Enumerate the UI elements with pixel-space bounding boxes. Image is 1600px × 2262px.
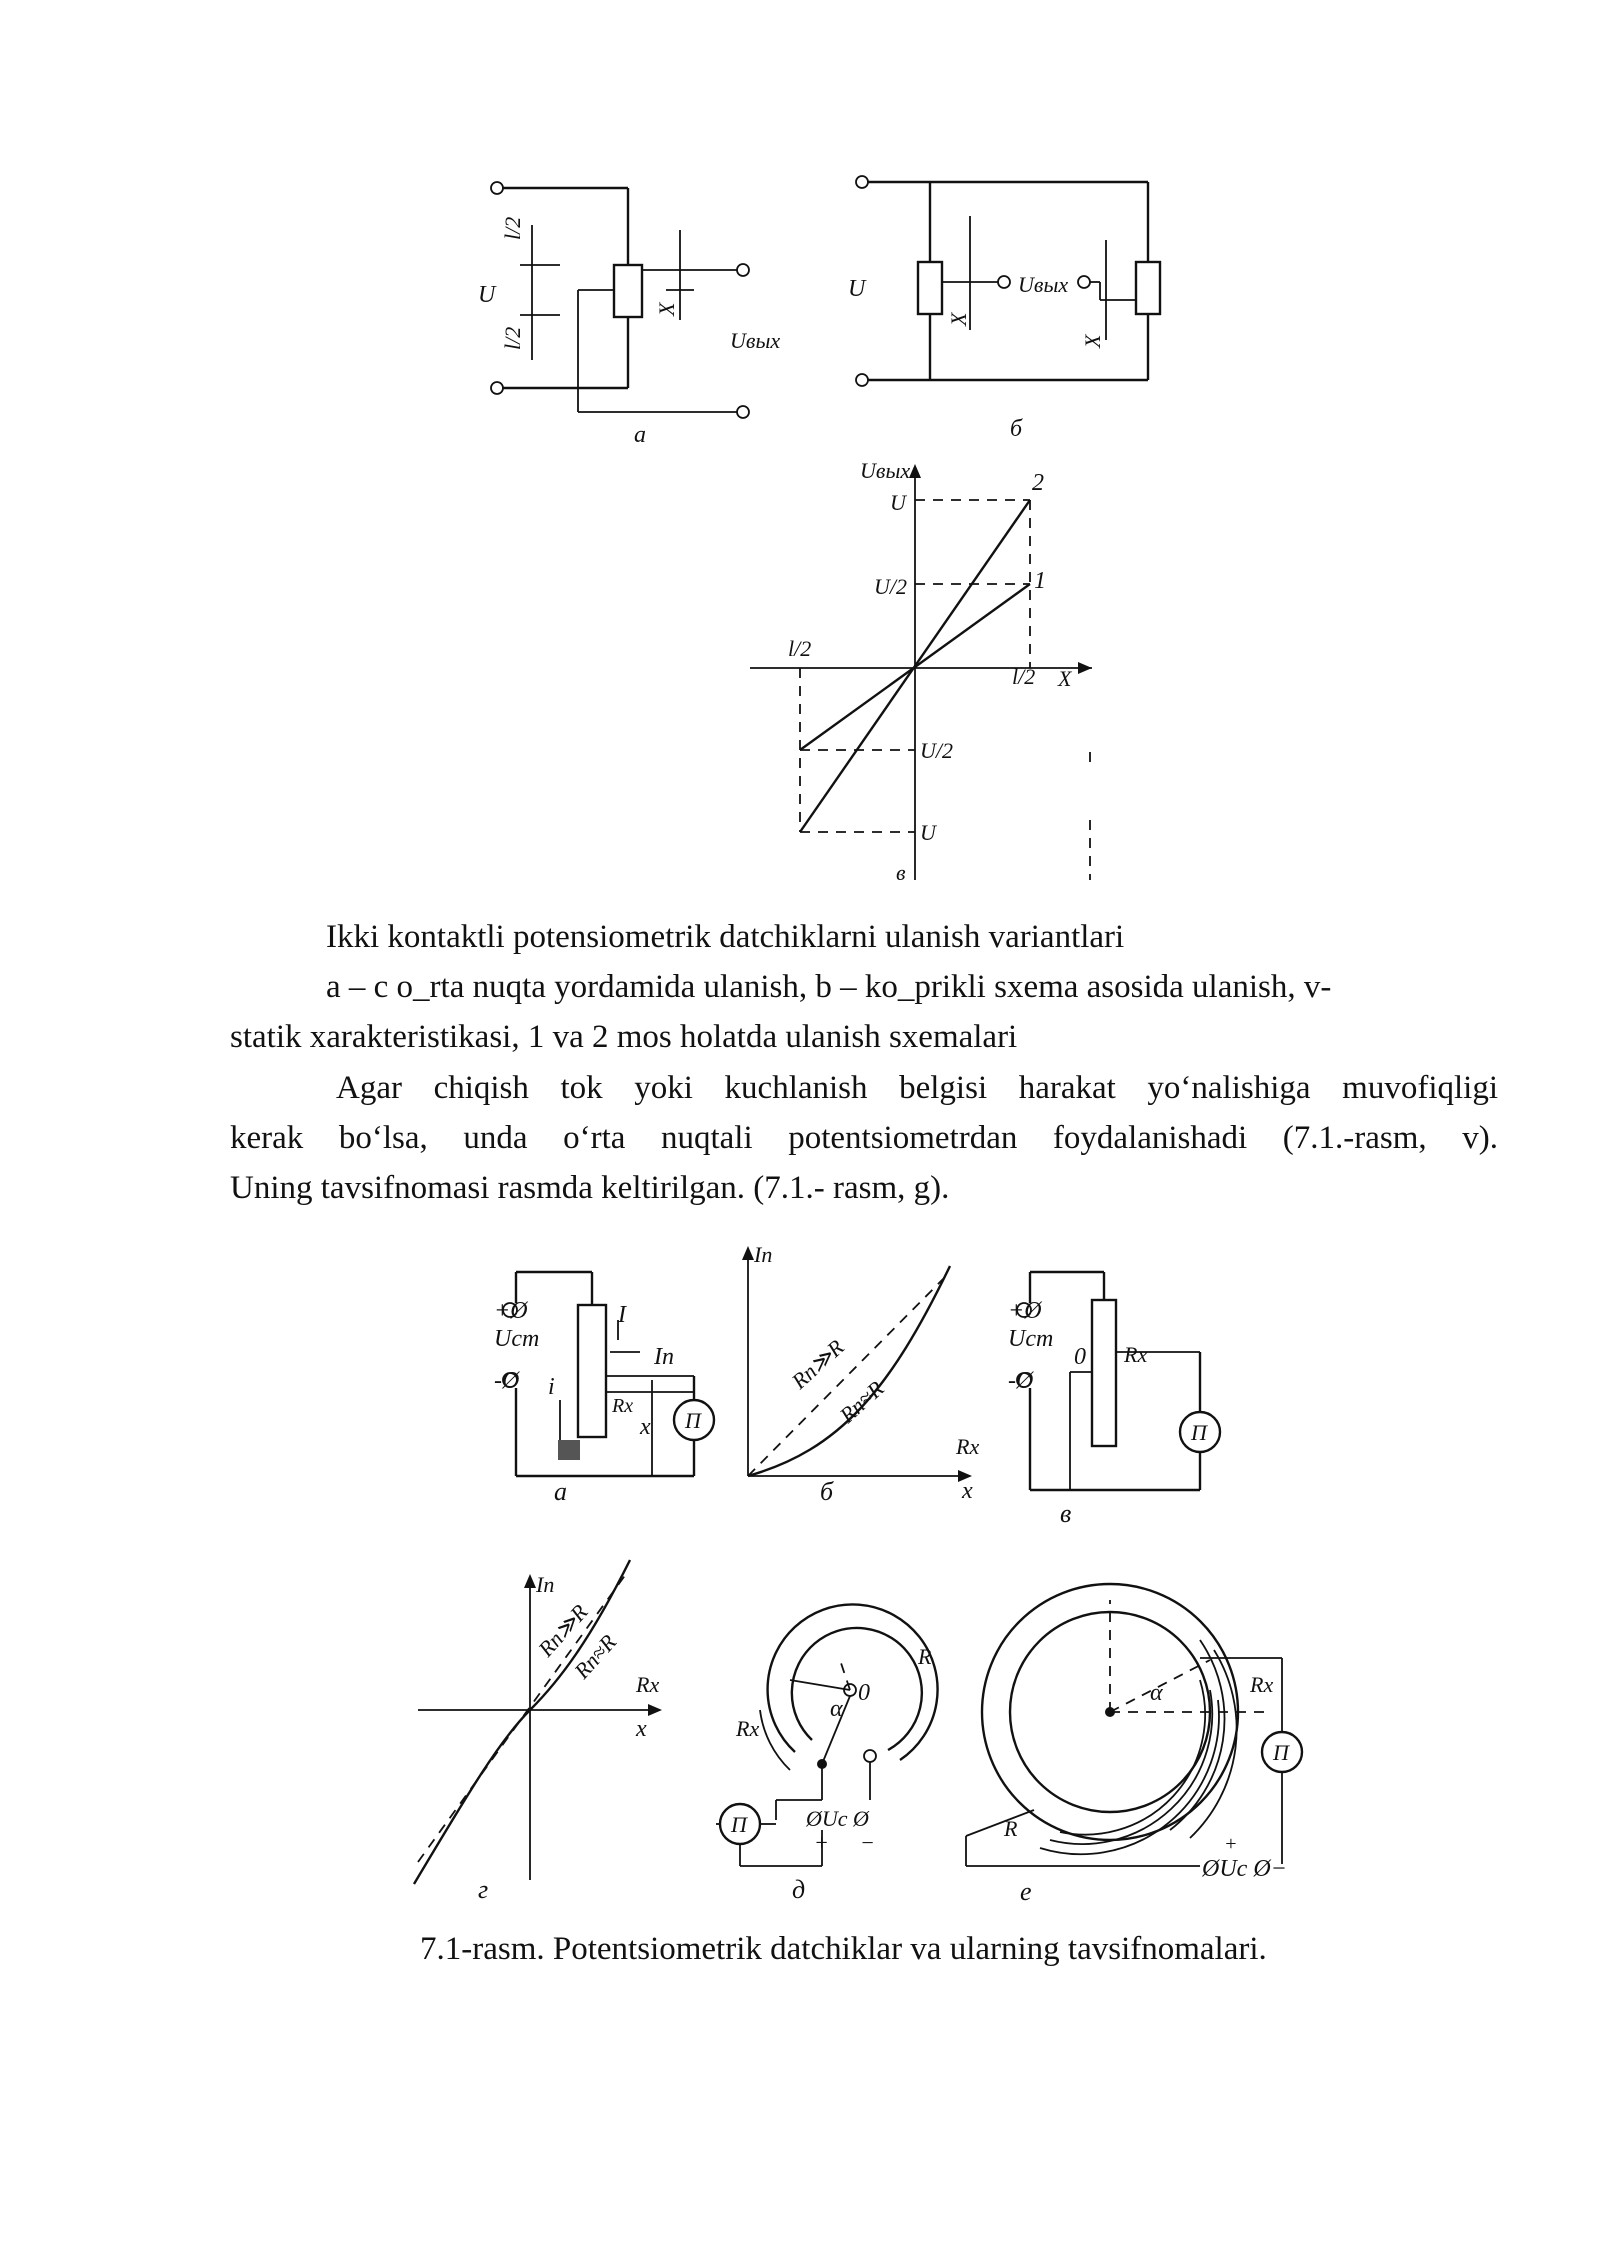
v-label-X: X [1058, 666, 1072, 691]
b-curve2: Rп≈R [834, 1375, 889, 1428]
a-minus: -Ø [494, 1368, 520, 1394]
b-label-X2: X [1080, 334, 1105, 348]
e-meter: П [1273, 1740, 1289, 1765]
a-label-l2-top: l/2 [500, 216, 525, 240]
v-label-1: 1 [1034, 568, 1046, 594]
a-i: i [548, 1374, 555, 1400]
figure-caption-line2: a – с o_rta nuqta yordamida ulanish, b – ko_prikli sxema asosida ulanish, v- [326, 969, 1332, 1005]
sensor-a [503, 1272, 714, 1476]
a-label-X: X [654, 302, 679, 316]
a-caption: а [554, 1477, 567, 1506]
figure-bottom-sensors [0, 1220, 1600, 1920]
e-alpha: α [1150, 1680, 1163, 1706]
v-caption: в [1060, 1499, 1072, 1528]
e-caption: е [1020, 1877, 1032, 1906]
g-curve1: Rп≫R [533, 1599, 593, 1662]
g-caption: г [478, 1875, 489, 1904]
main-figure-caption: 7.1-rasm. Potentsiometrik datchiklar va ularning tavsifnomalari. [420, 1931, 1267, 1967]
a-In: Iп [654, 1344, 674, 1370]
a-x: x [640, 1414, 651, 1440]
v-label-Uout: Uвых [860, 458, 911, 483]
g-Rx: Rx [636, 1672, 660, 1697]
d-zero: 0 [858, 1680, 870, 1706]
paragraph-line2: kerak bo‘lsa, unda o‘rta nuqtali potentsiometrdan foydalanishadi (7.1.-rasm, v). [230, 1120, 1498, 1156]
a-caption: а [634, 422, 646, 448]
d-caption: д [792, 1875, 806, 1904]
graph-g [414, 1560, 662, 1884]
a-meter: П [685, 1408, 701, 1433]
v-label-U2-neg: U/2 [920, 738, 953, 763]
b-label-Uout: Uвых [1018, 272, 1069, 297]
v-caption: в [896, 860, 906, 885]
v-ust: Uст [1008, 1326, 1054, 1352]
d-R: R [918, 1644, 932, 1669]
d-alpha: α [830, 1696, 843, 1722]
d-meter: П [731, 1812, 747, 1837]
graph-v [750, 464, 1092, 880]
e-Rx: Rx [1250, 1672, 1274, 1697]
figure-top-circuits [0, 0, 1600, 900]
paragraph-line1: Agar chiqish tok yoki kuchlanish belgisi harakat yo‘nalishiga muvofiqligi [336, 1070, 1498, 1106]
figure-caption-line3: statik xarakteristikasi, 1 va 2 mos holatda ulanish sxemalari [230, 1019, 1018, 1055]
b-Rx: Rx [956, 1434, 980, 1459]
b-caption: б [1010, 416, 1023, 442]
v-label-l2-right: l/2 [1012, 664, 1036, 689]
a-label-U: U [478, 282, 496, 308]
figure-caption-heading: Ikki kontaktli potensiometrik datchiklarni ulanish variantlari [326, 919, 1125, 955]
v-label-l2-left: l/2 [788, 636, 812, 661]
g-x: x [636, 1716, 647, 1742]
circuit-b [856, 176, 1160, 386]
a-label-l2-bottom: l/2 [500, 326, 525, 350]
v-label-U-pos: U [890, 490, 906, 515]
b-x: x [962, 1478, 973, 1504]
d-uc: ØUc Ø [806, 1806, 869, 1831]
b-label-U: U [848, 276, 866, 302]
g-In: Iп [536, 1572, 555, 1597]
d-minus: − [860, 1830, 875, 1855]
b-caption: б [820, 1477, 834, 1506]
v-zero: 0 [1074, 1344, 1086, 1370]
a-I: I [618, 1302, 626, 1328]
b-curve1: Rп≫R [786, 1334, 849, 1394]
v-label-U-neg: U [920, 820, 936, 845]
d-Rx: Rx [736, 1716, 760, 1741]
paragraph-line3: Uning tavsifnomasi rasmda keltirilgan. (7.1.- rasm, g). [230, 1170, 950, 1206]
a-ust: Uст [494, 1326, 540, 1352]
a-label-Uout: Uвых [730, 328, 781, 353]
v-meter: П [1191, 1420, 1207, 1445]
graph-b [742, 1246, 972, 1482]
d-plus: + [814, 1830, 829, 1855]
v-Rx: Rx [1124, 1342, 1148, 1367]
v-label-2: 2 [1032, 470, 1044, 496]
e-plus: + [1224, 1833, 1238, 1855]
v-plus: +Ø [1008, 1298, 1042, 1324]
b-In: Iп [754, 1242, 773, 1267]
a-plus: +Ø [494, 1298, 528, 1324]
e-uc: ØUc Ø− [1202, 1856, 1287, 1882]
v-minus: -Ø [1008, 1368, 1034, 1394]
circuit-a [491, 182, 749, 418]
b-label-X1: X [946, 312, 971, 326]
g-curve2: Rп≈R [569, 1629, 622, 1684]
sensor-v [1017, 1272, 1220, 1490]
a-Rx: Rx [612, 1395, 634, 1417]
v-label-U2-pos: U/2 [874, 574, 907, 599]
e-R: R [1004, 1816, 1018, 1841]
